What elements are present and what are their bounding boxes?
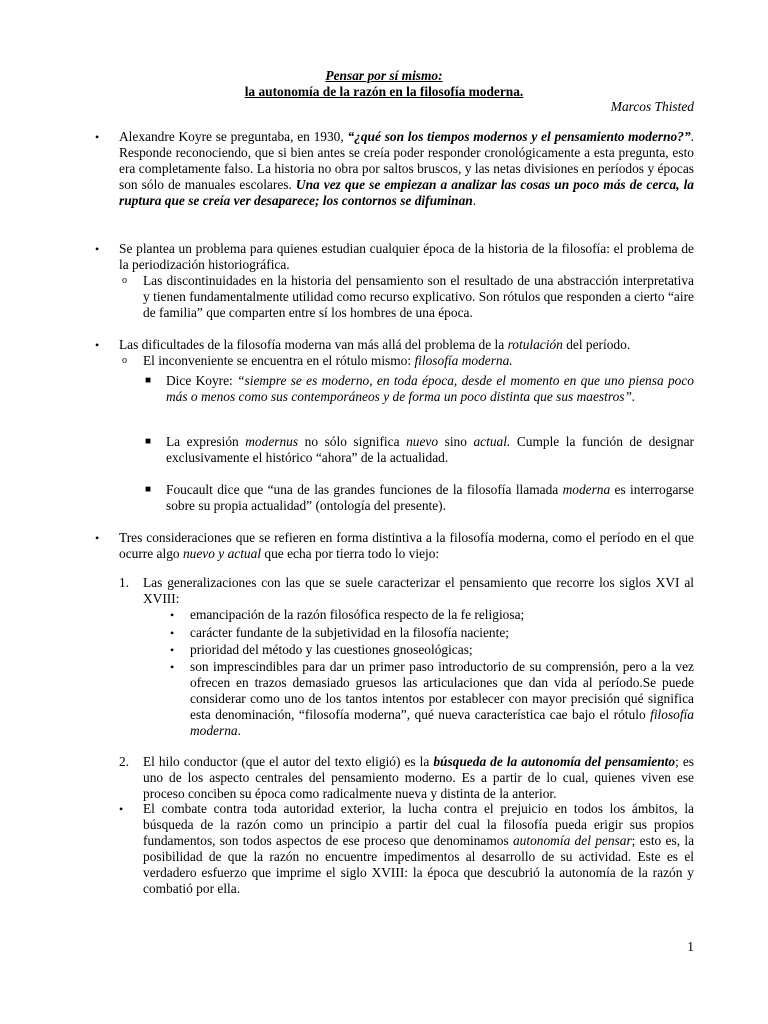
square-bullet-marker: ■ [145,484,152,495]
number-label: 2. [119,754,130,769]
bullet-marker: • [170,643,175,657]
bullet-marker: • [170,608,175,622]
numbered-text: Las generalizaciones con las que se suele caracterizar el pensamiento que recorre los siglos XVI al XVIII: [143,575,694,606]
sub-bullet-marker: o [122,355,127,366]
bullet-marker: • [95,130,100,144]
bullet-marker: • [95,242,100,256]
koyre-question: “¿qué son los tiempos modernos y el pensamiento moderno?” [347,129,691,144]
list-item-text: son imprescindibles para dar un primer paso introductorio de su comprensión, pero a la vez ofrecen en trazos demasiado gruesos las articulaciones que dan vida al período.Se puede considerar como uno de los tantos intentos por establecer con mayor precisión qué significa esta denominación, “filosofía moderna”, qué nueva característica cae bajo el rótulo filosofía moderna. [190,659,694,738]
bullet-marker: • [119,802,124,816]
bullet-text: Las dificultades de la filosofía moderna van más allá del problema de la rotulación del período. [119,337,631,352]
list-item-text: prioridad del método y las cuestiones gnoseológicas; [190,642,473,657]
numbered-text: El hilo conductor (que el autor del texto eligió) es la búsqueda de la autonomía del pensamiento; es uno de los aspecto centrales del pensamiento moderno. Es a partir de lo cual, quienes viven ese proceso conciben su época como radicalmente nueva y distinta de la anterior. [143,754,694,801]
number-label: 1. [119,575,130,590]
emphasis-text: Una vez que se empiezan a analizar las cosas un poco más de cerca, la ruptura que se creía ver desaparece; los contornos se difuminan [119,177,694,208]
sub-bullet-marker: o [122,275,127,286]
list-item-text: carácter fundante de la subjetividad en la filosofía naciente; [190,625,509,640]
bullet-marker: • [95,531,100,545]
bullet-marker: • [95,338,100,352]
document-title: Pensar por sí mismo: [325,68,443,83]
list-item-text: emancipación de la razón filosófica respecto de la fe religiosa; [190,607,525,622]
bullet-marker: • [170,660,175,674]
square-bullet-marker: ■ [145,375,152,386]
square-bullet-text: La expresión modernus no sólo significa nuevo sino actual. Cumple la función de designar exclusivamente el histórico “ahora” de la actualidad. [166,434,694,465]
bullet-text: Alexandre Koyre se preguntaba, en 1930, “¿qué son los tiempos modernos y el pensamiento moderno?”. Responde reconociendo, que si bien antes se creía poder responder cronológicamente a esta pregunta, esto era completamente falso. La historia no obra por saltos bruscos, y las netas divisiones en períodos y épocas son sólo de manuales escolares. Una vez que se empiezan a analizar las cosas un poco más de cerca, la ruptura que se creía ver desaparece; los contornos se difuminan. [119,129,694,208]
bullet-text: Tres consideraciones que se refieren en forma distintiva a la filosofía moderna, como el período en el que ocurre algo nuevo y actual que echa por tierra todo lo viejo: [119,530,694,561]
bullet-marker: • [170,626,175,640]
square-bullet-text: Dice Koyre: “siempre se es moderno, en toda época, desde el momento en que uno piensa poco más o menos como sus contemporáneos y de forma un poco distinta que sus maestros”. [166,373,694,404]
square-bullet-marker: ■ [145,436,152,447]
sub-bullet-text: El inconveniente se encuentra en el rótulo mismo: filosofía moderna. [143,353,513,368]
document-subtitle: la autonomía de la razón en la filosofía moderna. [244,84,524,99]
sub-bullet-text: Las discontinuidades en la historia del pensamiento son el resultado de una abstracción interpretativa y tienen fundamentalmente utilidad como recurso explicativo. Son rótulos que responden a cierto “aire de familia” que comparten entre sí los hombres de una época. [143,273,694,320]
bullet-text: El combate contra toda autoridad exterior, la lucha contra el prejuicio en todos los ámbitos, la búsqueda de la razón como un principio a partir del cual la filosofía pueda erigir sus propios fundamentos, son todos aspectos de ese proceso que denominamos autonomía del pensar; esto es, la posibilidad de que la razón no encuentre impedimentos al desarrollo de su actividad. Este es el verdadero esfuerzo que imprime el siglo XVIII: la época que descubrió la autonomía de la razón y combatió por ella. [143,801,695,896]
square-bullet-text: Foucault dice que “una de las grandes funciones de la filosofía llamada moderna es interrogarse sobre su propia actualidad” (ontología del presente). [166,482,694,513]
author-name: Marcos Thisted [610,99,694,114]
page-number: 1 [687,939,694,954]
bullet-text: Se plantea un problema para quienes estudian cualquier época de la historia de la filosofía: el problema de la periodización historiográfica. [119,241,694,272]
